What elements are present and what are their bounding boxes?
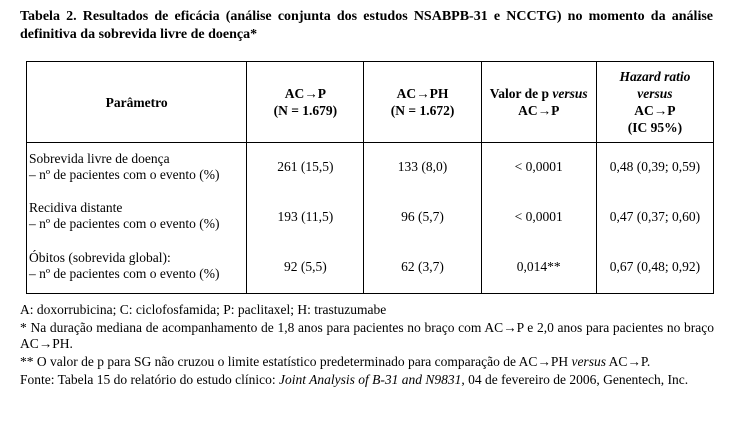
param-row-subtitle: – nº de pacientes com o evento (%) (29, 216, 220, 231)
header-hr-line1: Hazard ratio (619, 69, 691, 84)
cell-pvalue-dfs: < 0,0001 (514, 159, 563, 174)
header-hr-line4: (IC 95%) (627, 120, 683, 135)
cell-pvalue-recurrence: < 0,0001 (514, 209, 563, 224)
cell-acp-recurrence: 193 (11,5) (277, 209, 334, 224)
hazard-ratio-column (596, 143, 713, 294)
cell-pvalue-deaths: 0,014** (516, 259, 561, 274)
cell-acph-recurrence: 96 (5,7) (401, 209, 444, 224)
header-acph-n: (N = 1.672) (390, 103, 455, 118)
param-row-title: Recidiva distante (29, 200, 123, 215)
acp-column (247, 143, 364, 294)
cell-acp-deaths: 92 (5,5) (284, 259, 327, 274)
cell-acp-dfs: 261 (15,5) (277, 159, 334, 174)
header-acp-name: AC→P (284, 86, 327, 101)
header-acp (247, 62, 364, 143)
param-row-deaths (29, 243, 246, 293)
header-hr-line2: versus (637, 86, 673, 101)
footnote-star: * Na duração mediana de acompanhamento de 1,8 anos para pacientes no braço com AC→P e 2,0 anos para pacientes no braço AC→PH. (20, 320, 714, 351)
footnote-source (20, 372, 714, 388)
footnotes (20, 302, 714, 390)
header-pvalue-versus: versus (552, 86, 588, 101)
param-column (27, 143, 247, 294)
header-acp-n: (N = 1.679) (273, 103, 338, 118)
footnote-double-star-end: AC→P. (605, 354, 651, 369)
pvalue-column (481, 143, 596, 294)
cell-hr-dfs: 0,48 (0,39; 0,59) (609, 159, 701, 174)
table-caption: Tabela 2. Resultados de eficácia (análise conjunta dos estudos NSABPB-31 e NCCTG) no momento da análise definitiva da sobrevida livre de doença* (20, 9, 713, 42)
footnote-source-title: Joint Analysis of B-31 and N9831 (279, 372, 462, 387)
table-body-row (27, 143, 714, 294)
header-parametro-label: Parâmetro (105, 94, 168, 110)
header-acph (364, 62, 481, 143)
footnote-double-star-text: ** O valor de p para SG não cruzou o limite estatístico predeterminado para comparação de AC→PH (20, 354, 572, 369)
cell-hr-deaths: 0,67 (0,48; 0,92) (609, 259, 701, 274)
header-hr-line3: AC→P (634, 103, 676, 118)
header-pvalue-line1 (482, 85, 596, 102)
param-row-subtitle: – nº de pacientes com o evento (%) (29, 266, 220, 281)
footnote-double-star (20, 354, 714, 370)
header-pvalue-text: Valor de p (489, 86, 553, 101)
acph-column (364, 143, 481, 294)
cell-hr-recurrence: 0,47 (0,37; 0,60) (609, 209, 701, 224)
header-acph-name: AC→PH (396, 86, 449, 101)
footnote-source-prefix: Fonte: Tabela 15 do relatório do estudo clínico: (20, 372, 279, 387)
param-row-title: Sobrevida livre de doença (29, 151, 170, 166)
cell-acph-dfs: 133 (8,0) (397, 159, 448, 174)
footnote-abbreviations: A: doxorrubicina; C: ciclofosfamida; P: paclitaxel; H: trastuzumabe (20, 302, 387, 317)
header-hazard-ratio (596, 62, 713, 143)
param-row-dfs (29, 143, 246, 193)
efficacy-results-table (26, 61, 714, 294)
footnote-source-suffix: , 04 de fevereiro de 2006, Genentech, Inc. (461, 372, 689, 387)
param-row-subtitle: – nº de pacientes com o evento (%) (29, 167, 220, 182)
header-pvalue (481, 62, 596, 143)
param-row-title: Óbitos (sobrevida global): (29, 250, 171, 265)
table-header-row (27, 62, 714, 143)
cell-acph-deaths: 62 (3,7) (401, 259, 444, 274)
header-parametro (27, 62, 247, 143)
param-row-distant-recurrence (29, 193, 246, 243)
header-pvalue-line2: AC→P (518, 103, 560, 118)
footnote-double-star-versus: versus (571, 354, 606, 369)
